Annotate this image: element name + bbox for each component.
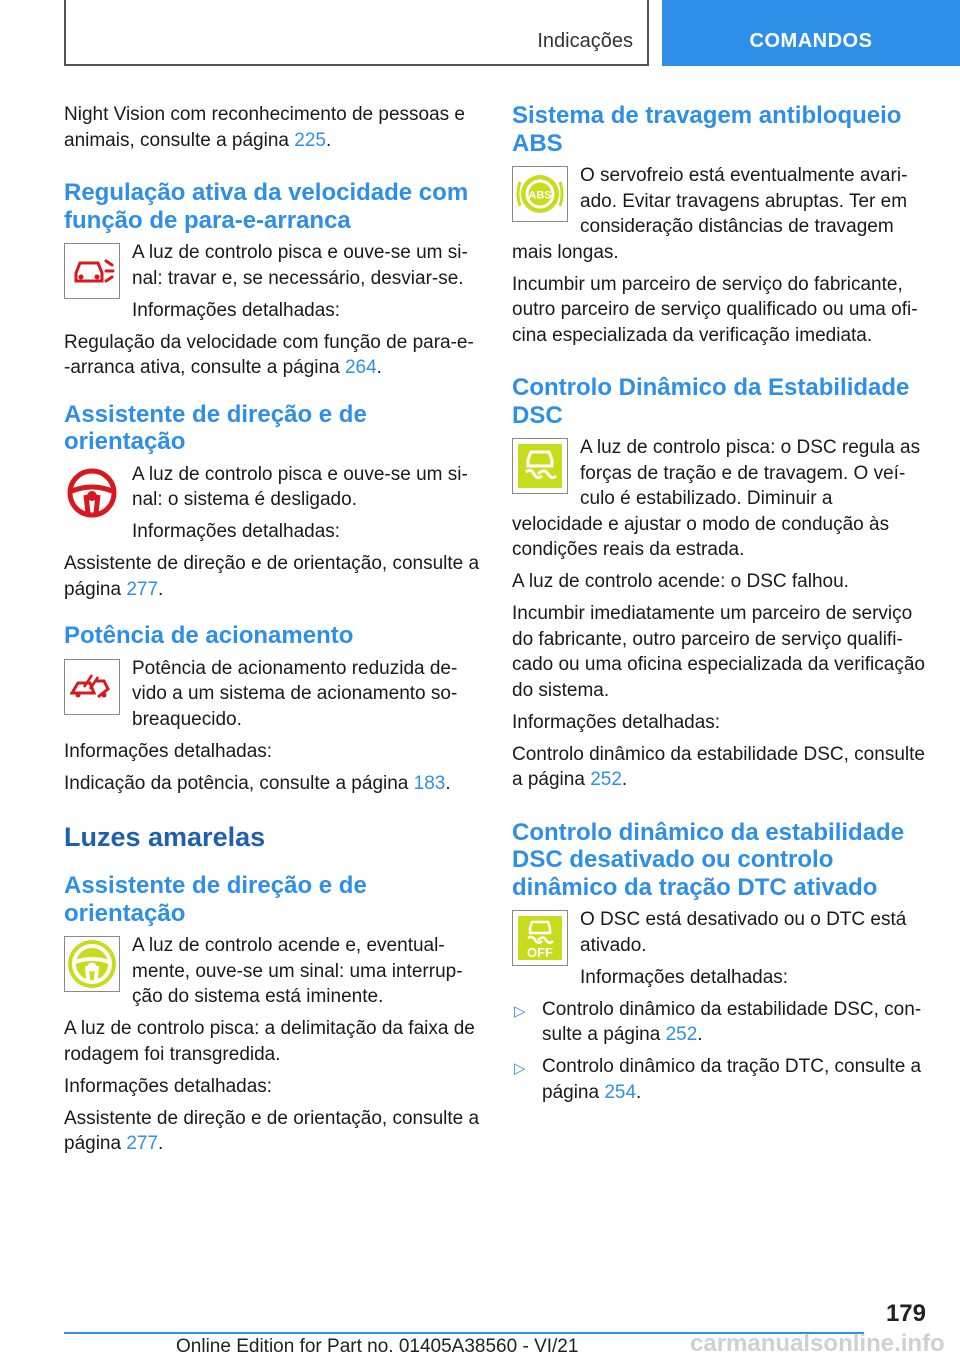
abs-text: O servofreio está eventualmente avariado. Evitar travagens abruptas. Ter em consideração distâncias de travagem mais longas.	[512, 165, 908, 263]
dsc-off-icon	[512, 910, 568, 966]
chapter-title-yellow-lights: Luzes amarelas	[64, 822, 266, 852]
acc-reference: Regulação da velocidade com função de para-e--arranca ativa, consulte a página 264.	[64, 331, 474, 378]
acc-warning-icon	[64, 243, 120, 299]
right-column	[512, 102, 928, 1112]
steering-yellow-text-2: A luz de controlo pisca: a delimitação da faixa de rodagem foi transgredida.	[64, 1018, 475, 1065]
page-link[interactable]: 264	[344, 357, 377, 378]
steering-wheel-red-icon	[64, 465, 120, 521]
power-reference: Indicação da potência, consulte a página 183.	[64, 772, 451, 794]
steering-yellow-text: A luz de controlo acende e, eventualmente, ouve-se um sinal: uma interrupção do sistema está iminente.	[132, 935, 463, 1007]
section-title-dsc: Controlo Dinâmico da Estabilidade DSC	[512, 374, 910, 429]
section-title-acc: Regulação ativa da velocidade com função de para-e-arranca	[64, 179, 469, 234]
header-chapter-title: COMANDOS	[749, 30, 873, 52]
steering-text: A luz de controlo pisca e ouve-se um sinal: o sistema é desligado.	[132, 463, 468, 510]
svg-text:ABS: ABS	[528, 189, 552, 202]
page-link[interactable]: 254	[604, 1081, 637, 1103]
page-link[interactable]: 252	[665, 1024, 698, 1045]
steering-yellow-info: Informações detalhadas:	[64, 1075, 273, 1097]
steering-wheel-yellow-icon	[64, 936, 120, 992]
power-text: Potência de acionamento reduzida devido a um sistema de acionamento sobreaquecido.	[132, 657, 458, 730]
power-info: Informações detalhadas:	[64, 740, 273, 762]
acc-info: Informações detalhadas:	[132, 299, 341, 321]
section-title-steering-yellow: Assistente de direção e de orientação	[64, 872, 367, 927]
page-link[interactable]: 277	[126, 578, 159, 600]
dsc-text: A luz de controlo pisca: o DSC regula as forças de tração e de travagem. O veículo é estabilizado. Diminuir a velocidade e ajustar o modo de condução às condições reais da estrada.	[512, 437, 921, 560]
dsc-info: Informações detalhadas:	[512, 711, 721, 733]
left-column	[64, 102, 480, 1163]
footer-edition: Online Edition for Part no. 01405A38560 - VI/21	[176, 1336, 579, 1357]
header-section-title: Indicações	[537, 30, 633, 52]
abs-warning-icon	[512, 166, 568, 222]
steering-info: Informações detalhadas:	[132, 521, 341, 542]
page-link[interactable]: 225	[294, 129, 326, 151]
section-title-power: Potência de acionamento	[64, 622, 354, 649]
acc-text: A luz de controlo pisca e ouve-se um sinal: travar e, se necessário, desviar-se.	[132, 242, 468, 289]
list-item: ▷ Controlo dinâmico da estabilidade DSC, consulte a página 252.	[514, 998, 922, 1045]
section-title-dsc-off: Controlo dinâmico da estabilidade DSC desativado ou controlo dinâmico da tração DTC ativado	[512, 818, 905, 901]
page-link[interactable]: 183	[413, 772, 446, 794]
steering-reference: Assistente de direção e de orientação, consulte a página 277.	[64, 553, 480, 600]
drive-power-warning-icon	[64, 659, 120, 715]
steering-yellow-reference: Assistente de direção e de orientação, consulte a página 277.	[64, 1107, 480, 1154]
dsc-text-2: A luz de controlo acende: o DSC falhou.	[512, 571, 849, 592]
header-chapter-tab	[662, 0, 960, 66]
list-item: ▷ Controlo dinâmico da tração DTC, consulte a página 254.	[514, 1056, 922, 1103]
watermark: carmanualsonline.info	[690, 1330, 945, 1357]
triangle-bullet-icon: ▷	[514, 1060, 526, 1077]
dsc-off-reference-list	[512, 997, 928, 1106]
dsc-off-text: O DSC está desativado ou o DTC está ativado.	[580, 909, 907, 956]
triangle-bullet-icon: ▷	[514, 1002, 526, 1020]
svg-text:OFF: OFF	[527, 945, 553, 960]
dsc-text-3: Incumbir imediatamente um parceiro de serviço do fabricante, outro parceiro de serviço qualificado ou uma oficina especializada da verificação do sistema.	[512, 603, 925, 701]
abs-text-2: Incumbir um parceiro de serviço do fabricante, outro parceiro de serviço qualificado ou uma oficina especializada da verificação imediata.	[512, 273, 918, 346]
section-title-abs: Sistema de travagem antibloqueio ABS	[512, 102, 902, 157]
dsc-off-info: Informações detalhadas:	[580, 966, 789, 988]
section-title-steering: Assistente de direção e de orientação	[64, 400, 367, 455]
page-link[interactable]: 277	[126, 1133, 159, 1154]
dsc-reference: Controlo dinâmico da estabilidade DSC, consulte a página 252.	[512, 743, 925, 790]
intro-paragraph: Night Vision com reconhecimento de pessoas e animais, consulte a página 225.	[64, 104, 465, 151]
page-number: 179	[885, 1300, 926, 1327]
page-link[interactable]: 252	[590, 769, 622, 790]
header-section-box	[64, 0, 649, 66]
dsc-warning-icon	[512, 438, 568, 494]
